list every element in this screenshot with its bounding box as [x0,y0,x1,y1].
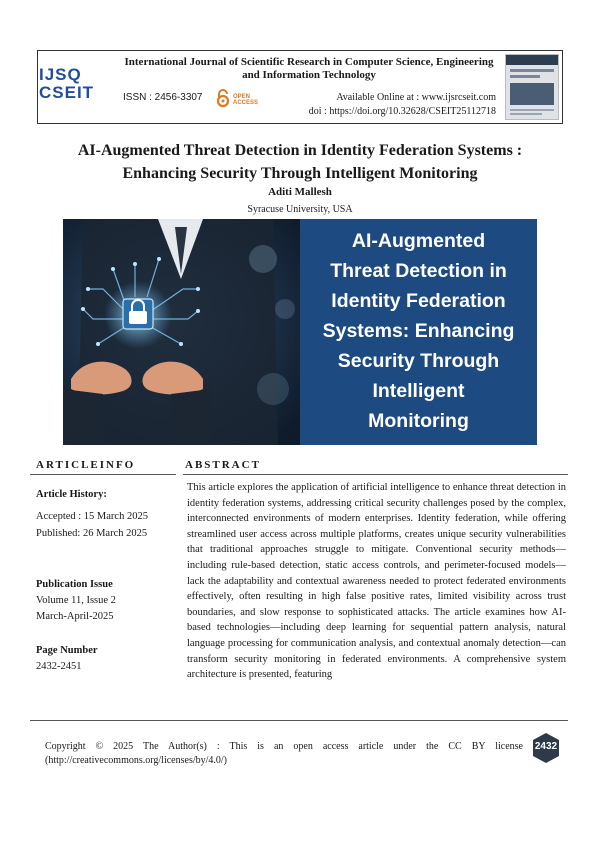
article-info-heading: ARTICLEINFO [36,459,136,471]
abstract-text: This article explores the application of artificial intelligence to enhance threat detection in identity federation systems, addressing critical security challenges posed by the complex, interconnected environments of modern enterprises. Identity federation, while offering streamlined user access across multiple platforms, creates unique security vulnerabilities that traditional approaches struggle to mitigate. Conventional security methods—including rule-based detection, static access controls, and perimeter-focused models—lack the adaptability and contextual awareness needed to protect federated environments effectively, often resulting in high false positive rates, limited visibility across trust boundaries, and slow response to sophisticated attacks. The article examines how AI-based technologies—including deep learning for sequential pattern analysis, natural language processing for communication analysis, and contextual anomaly detection—can transform security monitoring in federated environments. A comprehensive system architecture is presented, featuring [187,482,566,681]
journal-cover-thumbnail [505,54,559,120]
page-range: 2432-2451 [36,661,82,672]
paper-title-line-2: Enhancing Security Through Intelligent Monitoring [122,165,478,182]
banner-line-1: AI-Augmented [351,230,486,252]
article-history-label: Article History: [36,489,107,500]
footer-rule [30,720,568,721]
author-affiliation: Syracuse University, USA [247,204,353,215]
article-info-rule [30,474,176,475]
page-number-label: Page Number [36,645,98,656]
page-number-badge [530,732,562,764]
paper-title-line-1: AI-Augmented Threat Detection in Identity Federation Systems : [77,142,523,159]
abstract-heading: ABSTRACT [185,459,261,471]
available-online: Available Online at : www.ijsrcseit.com [336,92,496,103]
open-access-badge [214,88,272,108]
banner-title [300,226,537,436]
author-name: Aditi Mallesh [268,186,332,198]
open-access-text: OPEN ACCESS [233,94,259,106]
journal-title: International Journal of Scientific Research in Computer Science, Engineering and Information Technology [124,56,494,81]
banner-line-2: Threat Detection in [330,260,507,282]
copyright-notice: Copyright © 2025 The Author(s) : This is an open access article under the CC BY license (http://creativecommons.org/licenses/by/4.0/) [45,741,523,766]
page-number: 2432 [534,741,558,752]
logo-top-text: IJSQ [39,65,82,84]
publication-issue-label: Publication Issue [36,579,113,590]
banner-line-6: Intelligent [372,380,465,402]
hands-lock-illustration [63,219,300,445]
published-date: Published: 26 March 2025 [36,528,148,539]
banner-line-4: Systems: Enhancing [322,320,515,342]
volume-issue: Volume 11, Issue 2 [36,595,116,606]
issn: ISSN : 2456-3307 [123,92,203,103]
accepted-date: Accepted : 15 March 2025 [36,511,148,522]
abstract-rule [183,474,568,475]
open-access-lock-icon [214,88,232,108]
journal-logo [39,66,117,106]
banner-line-3: Identity Federation [331,290,506,312]
logo-bottom-text: CSEIT [39,83,95,102]
doi-link[interactable]: doi : https://doi.org/10.32628/CSEIT25112718 [308,106,496,117]
paper-title [30,139,570,185]
banner-line-7: Monitoring [368,410,469,432]
issue-months: March-April-2025 [36,611,114,622]
banner-line-5: Security Through [337,350,500,372]
